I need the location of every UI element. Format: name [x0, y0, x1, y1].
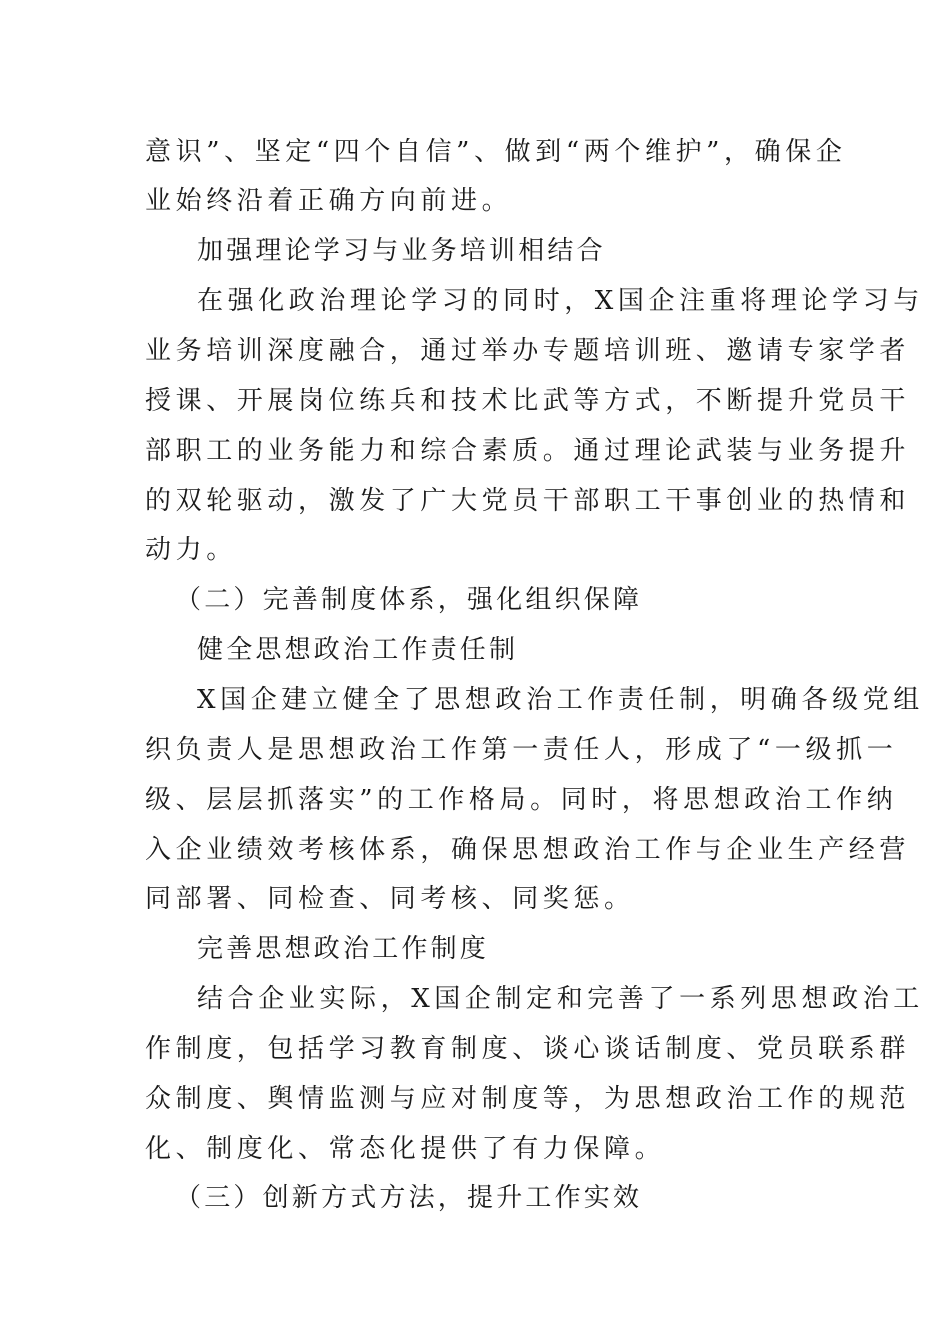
paragraph-line: 织负责人是思想政治工作第一责任人，形成了“一级抓一 [145, 735, 898, 765]
paragraph-line: 级、层层抓落实”的工作格局。同时，将思想政治工作纳 [145, 785, 898, 815]
paragraph-line: 结合企业实际，X国企制定和完善了一系列思想政治工 [197, 984, 924, 1014]
paragraph-line: 入企业绩效考核体系，确保思想政治工作与企业生产经营 [145, 835, 911, 865]
paragraph-line: 业务培训深度融合，通过举办专题培训班、邀请专家学者 [145, 336, 911, 366]
section-subheading: 健全思想政治工作责任制 [197, 635, 519, 665]
paragraph-line: 化、制度化、常态化提供了有力保障。 [145, 1134, 666, 1164]
paragraph-line: 动力。 [145, 535, 237, 565]
paragraph-line: 授课、开展岗位练兵和技术比武等方式，不断提升党员干 [145, 386, 911, 416]
paragraph-line: 在强化政治理论学习的同时，X国企注重将理论学习与 [197, 286, 924, 316]
paragraph-line: 意识”、坚定“四个自信”、做到“两个维护”，确保企 [145, 137, 847, 167]
paragraph-line: 的双轮驱动，激发了广大党员干部职工干事创业的热情和 [145, 486, 911, 516]
section-subheading: 加强理论学习与业务培训相结合 [197, 236, 606, 266]
paragraph-line: 作制度，包括学习教育制度、谈心谈话制度、党员联系群 [145, 1034, 911, 1064]
section-heading: （二）完善制度体系，强化组织保障 [175, 585, 643, 615]
paragraph-line: 部职工的业务能力和综合素质。通过理论武装与业务提升 [145, 436, 911, 466]
paragraph-line: 同部署、同检查、同考核、同奖惩。 [145, 884, 635, 914]
paragraph-line: X国企建立健全了思想政治工作责任制，明确各级党组 [197, 685, 924, 715]
section-subheading: 完善思想政治工作制度 [197, 934, 490, 964]
section-heading: （三）创新方式方法，提升工作实效 [175, 1183, 643, 1213]
paragraph-line: 众制度、舆情监测与应对制度等，为思想政治工作的规范 [145, 1084, 911, 1114]
paragraph-line: 业始终沿着正确方向前进。 [145, 186, 513, 216]
